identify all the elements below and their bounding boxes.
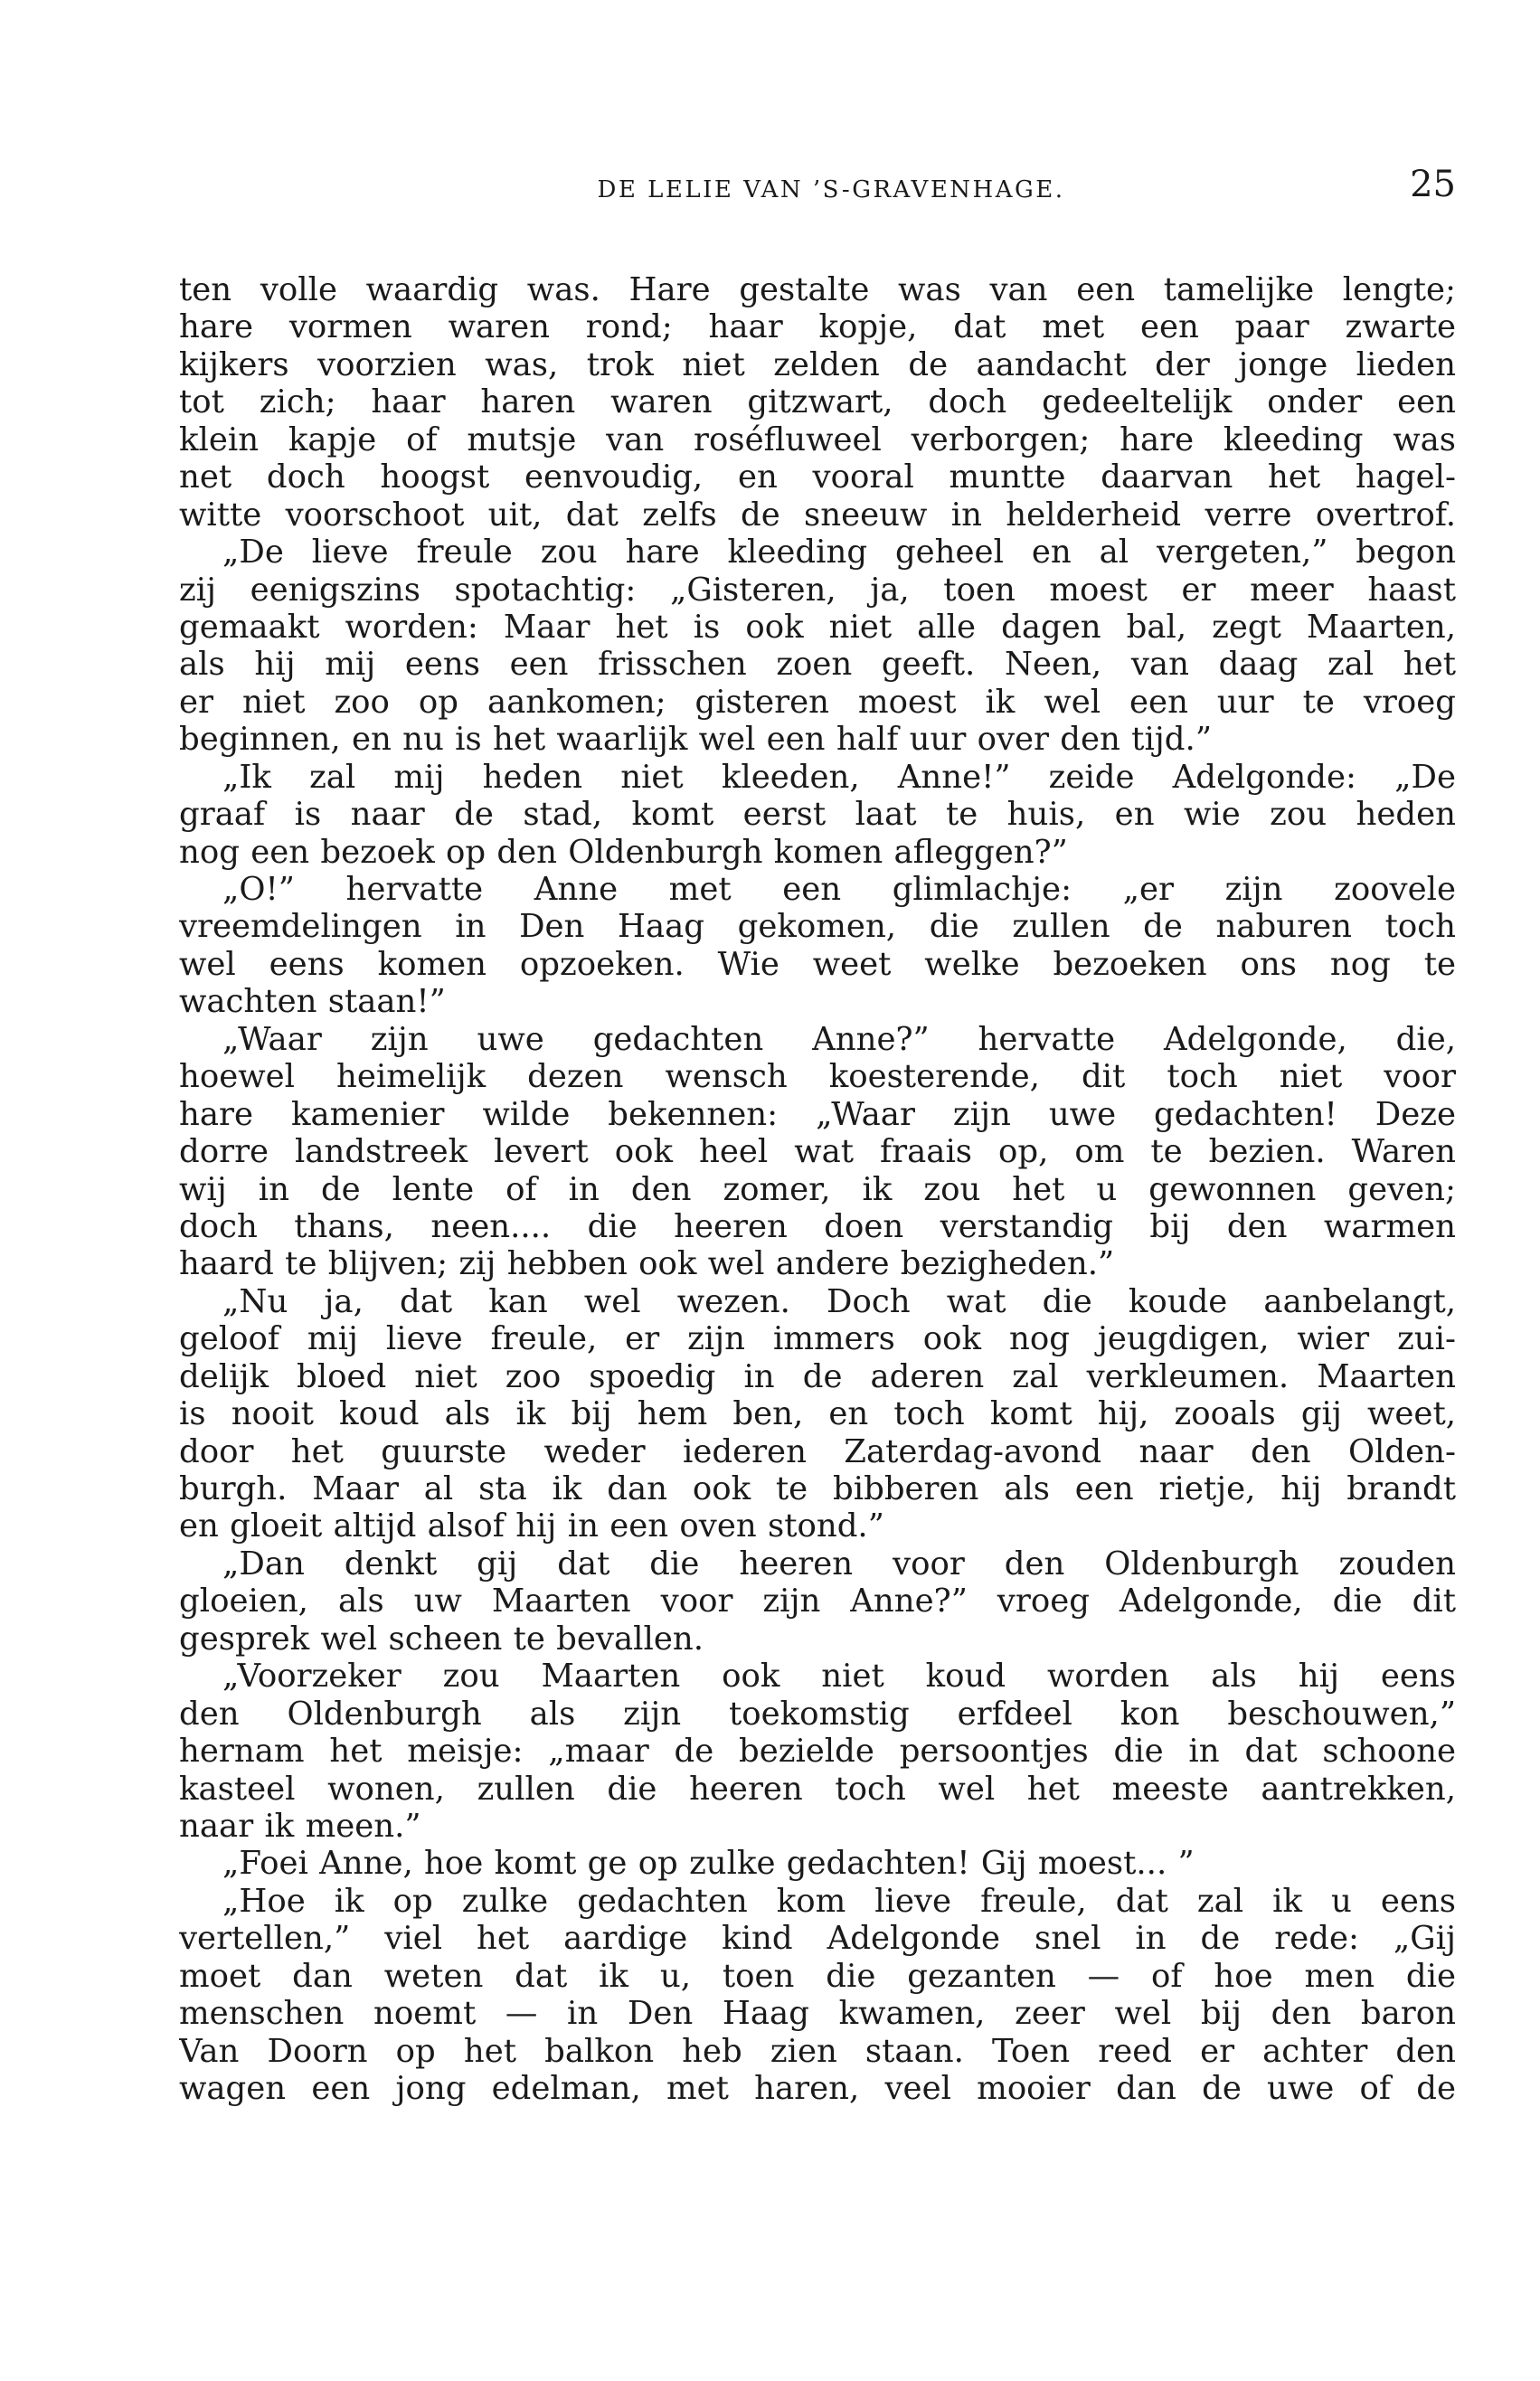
running-head: DE LELIE VAN ’S-GRAVENHAGE. xyxy=(597,176,1065,203)
text-line: dorre landstreek levert ook heel wat fraais op, om te bezien. Waren xyxy=(179,1133,1456,1171)
text-line: wel eens komen opzoeken. Wie weet welke bezoeken ons nog te xyxy=(179,945,1456,983)
text-line: „Nu ja, dat kan wel wezen. Doch wat die koude aanbelangt, xyxy=(222,1282,1456,1320)
text-line: nog een bezoek op den Oldenburgh komen afleggen?” xyxy=(179,833,1068,871)
text-line: „Dan denkt gij dat die heeren voor den Oldenburgh zouden xyxy=(222,1545,1456,1583)
text-line: den Oldenburgh als zijn toekomstig erfdeel kon beschouwen,” xyxy=(179,1695,1456,1733)
body-text xyxy=(179,271,1456,2107)
text-line: vertellen,” viel het aardige kind Adelgonde snel in de rede: „Gij xyxy=(179,1920,1456,1958)
text-line: zij eenigszins spotachtig: „Gisteren, ja, toen moest er meer haast xyxy=(179,571,1456,609)
book-page xyxy=(179,164,1456,2107)
text-line: graaf is naar de stad, komt eerst laat te huis, en wie zou heden xyxy=(179,796,1456,834)
text-line: hare kamenier wilde bekennen: „Waar zijn uwe gedachten! Deze xyxy=(179,1095,1456,1133)
text-line: haard te blijven; zij hebben ook wel andere bezigheden.” xyxy=(179,1245,1115,1283)
text-line: „Ik zal mij heden niet kleeden, Anne!” zeide Adelgonde: „De xyxy=(222,758,1456,796)
text-line: burgh. Maar al sta ik dan ook te bibberen als een rietje, hij brandt xyxy=(179,1470,1456,1507)
text-line: „Foei Anne, hoe komt ge op zulke gedachten! Gij moest... ” xyxy=(222,1845,1195,1883)
text-line: gesprek wel scheen te bevallen. xyxy=(179,1620,704,1658)
text-line: en gloeit altijd alsof hij in een oven stond.” xyxy=(179,1507,884,1545)
text-line: „Voorzeker zou Maarten ook niet koud worden als hij eens xyxy=(222,1658,1456,1696)
text-line: Van Doorn op het balkon heb zien staan. Toen reed er achter den xyxy=(179,2032,1456,2070)
text-line: is nooit koud als ik bij hem ben, en toch komt hij, zooals gij weet, xyxy=(179,1395,1456,1433)
text-line: moet dan weten dat ik u, toen die gezanten — of hoe men die xyxy=(179,1957,1456,1995)
text-line: wachten staan!” xyxy=(179,983,446,1021)
text-line: naar ik meen.” xyxy=(179,1807,421,1845)
text-line: geloof mij lieve freule, er zijn immers ook nog jeugdigen, wier zui- xyxy=(179,1320,1456,1358)
text-line: ten volle waardig was. Hare gestalte was van een tamelijke lengte; xyxy=(179,271,1456,308)
text-line: tot zich; haar haren waren gitzwart, doch gedeeltelijk onder een xyxy=(179,383,1456,421)
text-line: kijkers voorzien was, trok niet zelden de aandacht der jonge lieden xyxy=(179,345,1456,383)
text-line: als hij mij eens een frisschen zoen geeft. Neen, van daag zal het xyxy=(179,646,1456,684)
text-line: menschen noemt — in Den Haag kwamen, zeer wel bij den baron xyxy=(179,1995,1456,2033)
text-line: „Waar zijn uwe gedachten Anne?” hervatte Adelgonde, die, xyxy=(222,1020,1456,1058)
text-line: er niet zoo op aankomen; gisteren moest ik wel een uur te vroeg xyxy=(179,683,1456,721)
text-line: wij in de lente of in den zomer, ik zou het u gewonnen geven; xyxy=(179,1170,1456,1208)
text-line: net doch hoogst eenvoudig, en vooral muntte daarvan het hagel- xyxy=(179,458,1456,496)
text-line: kasteel wonen, zullen die heeren toch wel het meeste aantrekken, xyxy=(179,1770,1456,1808)
text-line: wagen een jong edelman, met haren, veel mooier dan de uwe of de xyxy=(179,2070,1456,2107)
text-line: hoewel heimelijk dezen wensch koesterende, dit toch niet voor xyxy=(179,1058,1456,1096)
text-line: klein kapje of mutsje van roséfluweel verborgen; hare kleeding was xyxy=(179,420,1456,458)
text-line: hernam het meisje: „maar de bezielde persoontjes die in dat schoone xyxy=(179,1733,1456,1771)
text-line: doch thans, neen.... die heeren doen verstandig bij den warmen xyxy=(179,1207,1456,1245)
text-line: vreemdelingen in Den Haag gekomen, die zullen de naburen toch xyxy=(179,908,1456,946)
page-header xyxy=(179,164,1456,212)
page-number: 25 xyxy=(1410,164,1456,205)
text-line: delijk bloed niet zoo spoedig in de aderen zal verkleumen. Maarten xyxy=(179,1357,1456,1395)
text-line: witte voorschoot uit, dat zelfs de sneeuw in helderheid verre overtrof. xyxy=(179,496,1456,534)
text-line: gemaakt worden: Maar het is ook niet alle dagen bal, zegt Maarten, xyxy=(179,608,1456,646)
text-line: gloeien, als uw Maarten voor zijn Anne?” vroeg Adelgonde, die dit xyxy=(179,1583,1456,1620)
text-line: „O!” hervatte Anne met een glimlachje: „er zijn zoovele xyxy=(222,871,1456,908)
text-line: hare vormen waren rond; haar kopje, dat met een paar zwarte xyxy=(179,308,1456,346)
text-line: door het guurste weder iederen Zaterdag-avond naar den Olden- xyxy=(179,1432,1456,1470)
text-line: „De lieve freule zou hare kleeding geheel en al vergeten,” begon xyxy=(222,534,1456,572)
text-line: beginnen, en nu is het waarlijk wel een half uur over den tijd.” xyxy=(179,721,1212,759)
text-line: „Hoe ik op zulke gedachten kom lieve freule, dat zal ik u eens xyxy=(222,1882,1456,1920)
